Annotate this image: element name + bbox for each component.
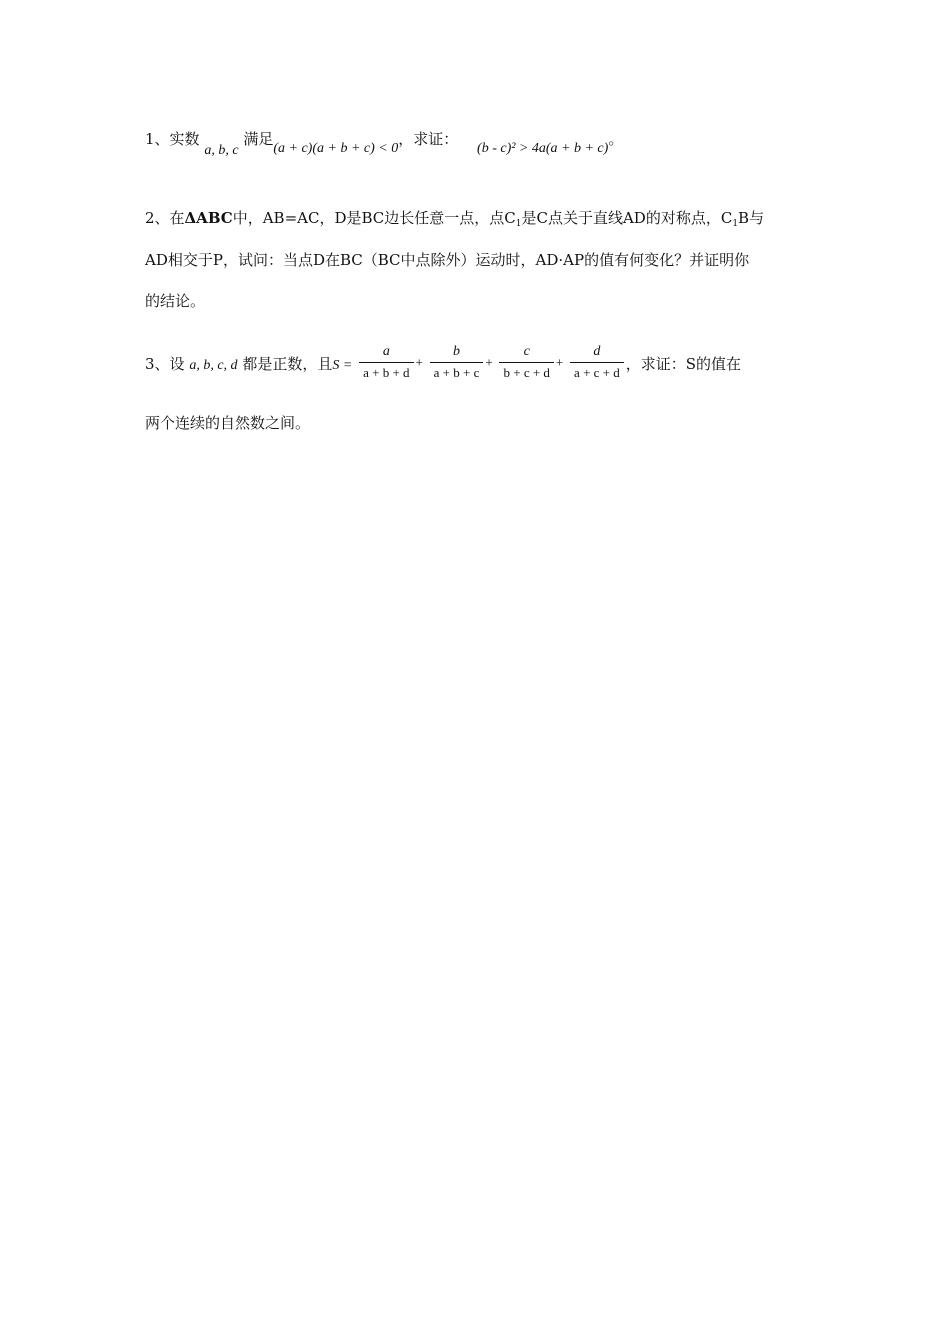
problem-1-claim: (b - c)² > 4a(a + b + c) (477, 141, 609, 156)
fraction-2: $\frac{b}{a + b + c}$ (430, 344, 484, 381)
fraction-3: $\frac{c}{b + c + d}$ (499, 344, 553, 381)
plus-sign: + (555, 354, 564, 370)
problem-1-text-a: 实数 (169, 130, 200, 148)
plus-sign: + (415, 354, 423, 370)
problem-3-line-1 (145, 344, 810, 381)
problem-1-vars: a, b, c (204, 143, 239, 158)
triangle-label: ΔABC (184, 209, 233, 227)
problem-2-text-d: B与 (738, 209, 765, 227)
problem-2-line-2: AD相交于P，试问：当点D在BC（BC中点除外）运动时，AD·AP的值有何变化？并证明你 (145, 251, 750, 269)
problem-2-text-a: 2、在 (145, 209, 185, 227)
problem-2-text-b: 中，AB=AC，D是BC边长任意一点，点C (232, 209, 516, 227)
problem-1 (145, 128, 810, 158)
fraction-4: $\frac{d}{a + c + d}$ (570, 344, 624, 381)
problem-1-condition: (a + c)(a + b + c) < 0 (273, 141, 399, 156)
s-label: S = (332, 357, 353, 373)
problem-3-text-c: ，求证：S的值在 (625, 354, 742, 373)
problem-2-line-1 (145, 207, 810, 228)
subscript-1: 1 (515, 219, 522, 229)
problem-1-text-c: ，求证： (398, 130, 459, 148)
problem-1-number: 1、 (145, 130, 170, 148)
problem-3-text-b: 都是正数，且 (242, 354, 333, 373)
problem-3-vars: a, b, c, d (189, 357, 238, 373)
plus-sign: + (485, 354, 493, 370)
problem-2-line-3: 的结论。 (145, 292, 206, 310)
problem-1-text-b: 满足 (243, 130, 274, 148)
problem-3-text-a: 设 (169, 354, 185, 373)
problem-3-number: 3、 (145, 354, 170, 373)
fraction-1: $\frac{a}{a + b + d}$ (359, 344, 413, 381)
problem-3-line-2: 两个连续的自然数之间。 (145, 414, 311, 432)
problem-2-text-c: 是C点关于直线AD的对称点，C (521, 209, 733, 227)
problem-1-end: 。 (608, 130, 624, 148)
subscript-2: 1 (732, 219, 739, 229)
